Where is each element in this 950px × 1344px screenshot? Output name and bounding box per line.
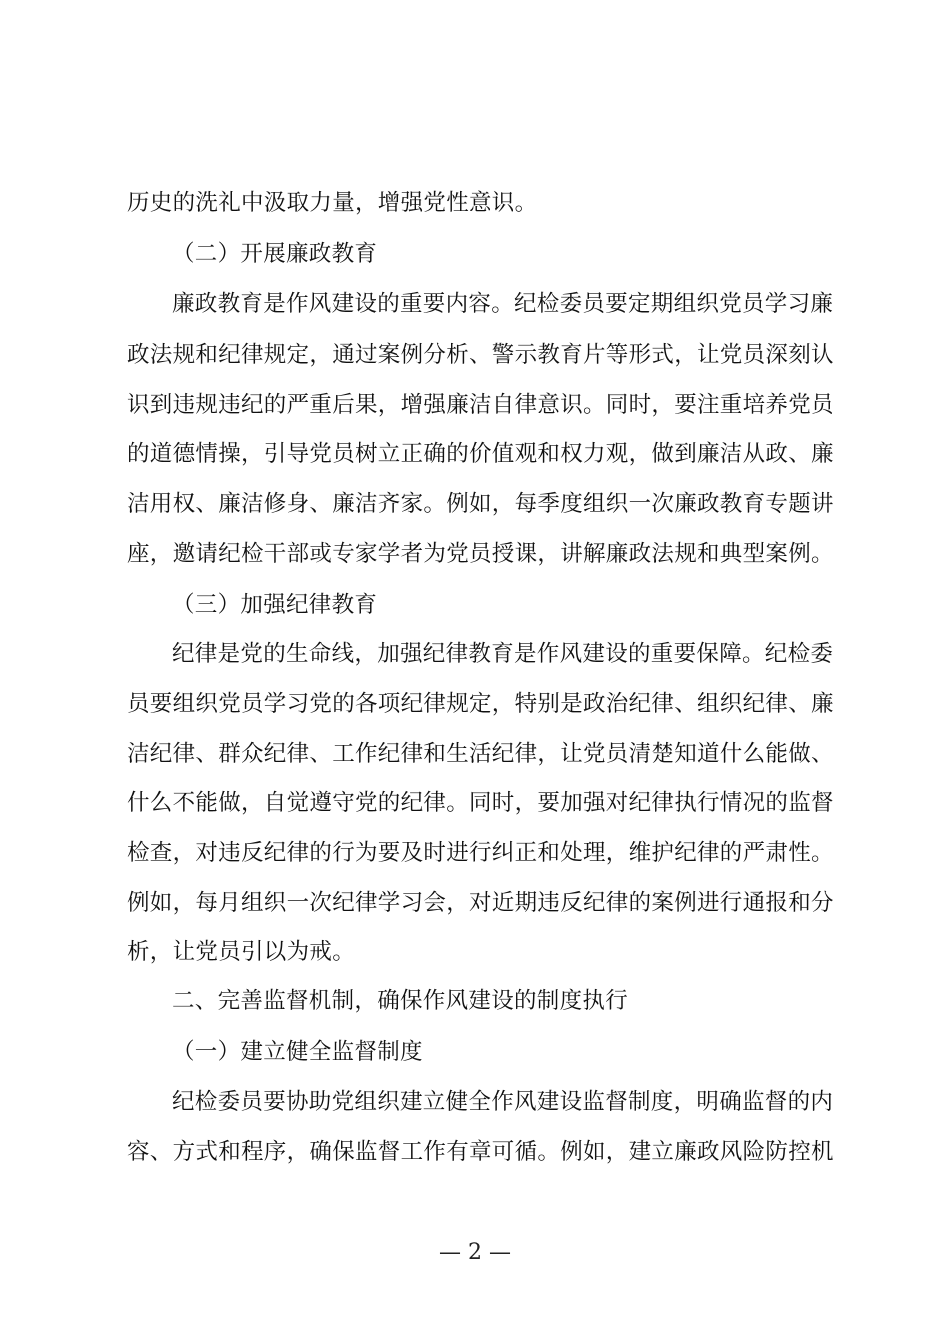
paragraph-line: 的道德情操，引导党员树立正确的价值观和权力观，做到廉洁从政、廉 xyxy=(127,441,834,467)
chapter-heading: 二、完善监督机制，确保作风建设的制度执行 xyxy=(172,988,629,1014)
paragraph-line: 历史的洗礼中汲取力量，增强党性意识。 xyxy=(127,190,538,216)
section-heading-3: （三）加强纪律教育 xyxy=(172,592,378,618)
paragraph-line: 洁纪律、群众纪律、工作纪律和生活纪律，让党员清楚知道什么能做、 xyxy=(127,741,834,767)
paragraph-line: 识到违规违纪的严重后果，增强廉洁自律意识。同时，要注重培养党员 xyxy=(127,392,834,418)
paragraph-line: 例如，每月组织一次纪律学习会，对近期违反纪律的案例进行通报和分 xyxy=(127,890,834,916)
paragraph-line: 纪律是党的生命线，加强纪律教育是作风建设的重要保障。纪检委 xyxy=(172,641,834,667)
section-heading-2: （二）开展廉政教育 xyxy=(172,241,378,267)
paragraph-line: 员要组织党员学习党的各项纪律规定，特别是政治纪律、组织纪律、廉 xyxy=(127,691,834,717)
section-heading-1: （一）建立健全监督制度 xyxy=(172,1039,423,1065)
paragraph-line: 纪检委员要协助党组织建立健全作风建设监督制度，明确监督的内 xyxy=(172,1089,834,1115)
paragraph-line: 容、方式和程序，确保监督工作有章可循。例如，建立廉政风险防控机 xyxy=(127,1139,834,1165)
paragraph-line: 廉政教育是作风建设的重要内容。纪检委员要定期组织党员学习廉 xyxy=(172,291,834,317)
paragraph-line: 析，让党员引以为戒。 xyxy=(127,939,356,965)
page-number: — 2 — xyxy=(439,1240,511,1265)
paragraph-line: 什么不能做，自觉遵守党的纪律。同时，要加强对纪律执行情况的监督 xyxy=(127,790,834,816)
paragraph-line: 座，邀请纪检干部或专家学者为党员授课，讲解廉政法规和典型案例。 xyxy=(127,541,834,567)
paragraph-line: 洁用权、廉洁修身、廉洁齐家。例如，每季度组织一次廉政教育专题讲 xyxy=(127,491,834,517)
paragraph-line: 检查，对违反纪律的行为要及时进行纠正和处理，维护纪律的严肃性。 xyxy=(127,840,834,866)
paragraph-line: 政法规和纪律规定，通过案例分析、警示教育片等形式，让党员深刻认 xyxy=(127,342,834,368)
